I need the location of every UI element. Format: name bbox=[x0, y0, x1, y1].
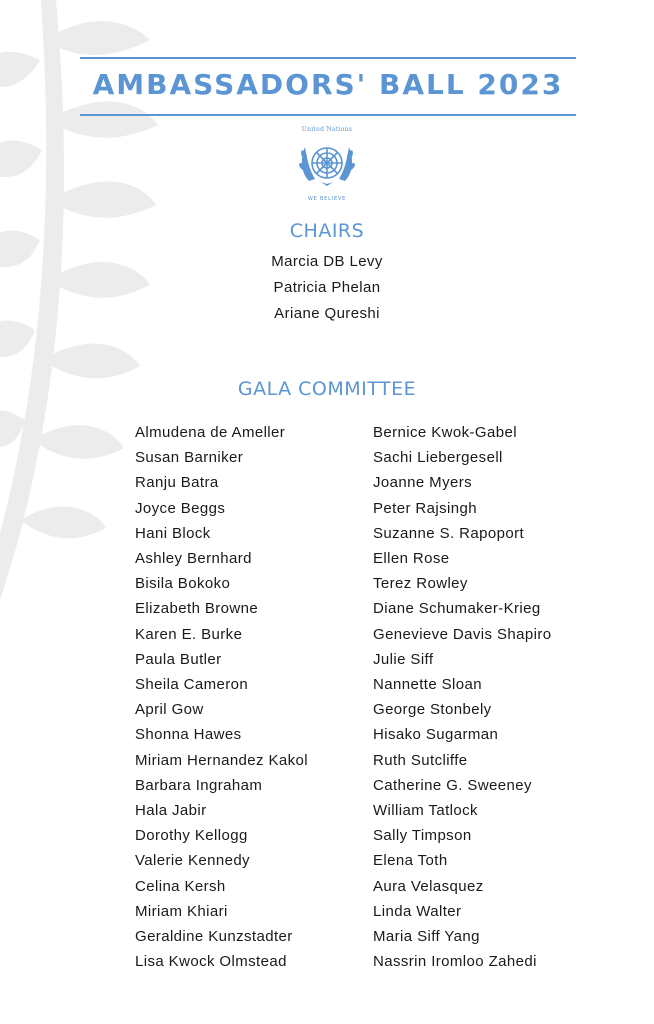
committee-member: Elena Toth bbox=[373, 852, 448, 870]
committee-member: Ellen Rose bbox=[373, 550, 450, 568]
chair-name: Marcia DB Levy bbox=[271, 253, 383, 270]
committee-member: Aura Velasquez bbox=[373, 877, 484, 895]
committee-member: Nannette Sloan bbox=[373, 676, 483, 694]
committee-member: Ashley Bernhard bbox=[135, 550, 252, 568]
chairs-list bbox=[0, 249, 654, 327]
committee-member: Terez Rowley bbox=[373, 575, 468, 593]
committee-member: Linda Walter bbox=[373, 902, 462, 920]
chair-name: Ariane Qureshi bbox=[274, 305, 380, 322]
committee-member: Geraldine Kunzstadter bbox=[135, 928, 293, 946]
committee-member: Peter Rajsingh bbox=[373, 499, 477, 517]
chairs-heading: CHAIRS bbox=[289, 220, 365, 242]
committee-member: Joanne Myers bbox=[373, 474, 473, 492]
committee-member: Shonna Hawes bbox=[135, 726, 242, 744]
committee-member: Ruth Sutcliffe bbox=[373, 751, 468, 769]
committee-member: Miriam Khiari bbox=[135, 902, 228, 920]
committee-member: Sally Timpson bbox=[373, 827, 472, 845]
un-emblem bbox=[291, 126, 363, 204]
committee-member: Hani Block bbox=[135, 524, 211, 542]
committee-member: Nassrin Iromloo Zahedi bbox=[373, 953, 537, 971]
committee-member: William Tatlock bbox=[373, 802, 478, 820]
committee-member: Julie Siff bbox=[373, 650, 434, 668]
committee-member: April Gow bbox=[135, 701, 204, 719]
committee-member: Hisako Sugarman bbox=[373, 726, 499, 744]
emblem-top-text: United Nations bbox=[301, 126, 353, 133]
title-bottom-rule bbox=[80, 114, 576, 116]
committee-list-left bbox=[135, 420, 308, 974]
committee-member: Celina Kersh bbox=[135, 877, 226, 895]
committee-member: Genevieve Davis Shapiro bbox=[373, 625, 552, 643]
committee-member: Catherine G. Sweeney bbox=[373, 776, 532, 794]
committee-member: Miriam Hernandez Kakol bbox=[135, 751, 309, 769]
committee-member: Ranju Batra bbox=[135, 474, 219, 492]
chair-name: Patricia Phelan bbox=[273, 279, 381, 296]
committee-member: Barbara Ingraham bbox=[135, 776, 263, 794]
committee-member: Paula Butler bbox=[135, 650, 222, 668]
committee-member: Suzanne S. Rapoport bbox=[373, 524, 525, 542]
committee-member: Elizabeth Browne bbox=[135, 600, 259, 618]
committee-member: Sheila Cameron bbox=[135, 676, 249, 694]
committee-member: Valerie Kennedy bbox=[135, 852, 250, 870]
gala-committee-heading: GALA COMMITTEE bbox=[237, 378, 417, 400]
emblem-bottom-text: WE BELIEVE bbox=[307, 196, 347, 202]
committee-member: Karen E. Burke bbox=[135, 625, 243, 643]
committee-member: Susan Barniker bbox=[135, 449, 244, 467]
title-top-rule bbox=[80, 57, 576, 59]
committee-member: Diane Schumaker-Krieg bbox=[373, 600, 541, 618]
committee-member: Bisila Bokoko bbox=[135, 575, 231, 593]
committee-member: Dorothy Kellogg bbox=[135, 827, 248, 845]
committee-member: Joyce Beggs bbox=[135, 499, 226, 517]
committee-list-right bbox=[373, 420, 551, 974]
un-emblem-icon bbox=[295, 135, 359, 195]
committee-member: Bernice Kwok-Gabel bbox=[373, 424, 517, 441]
page-title: AMBASSADORS' BALL 2023 bbox=[92, 68, 564, 101]
committee-member: Sachi Liebergesell bbox=[373, 449, 503, 467]
committee-member: George Stonbely bbox=[373, 701, 492, 719]
committee-member: Hala Jabir bbox=[135, 802, 207, 820]
committee-member: Lisa Kwock Olmstead bbox=[135, 953, 287, 971]
committee-member: Maria Siff Yang bbox=[373, 928, 480, 946]
committee-member: Almudena de Ameller bbox=[135, 424, 286, 441]
